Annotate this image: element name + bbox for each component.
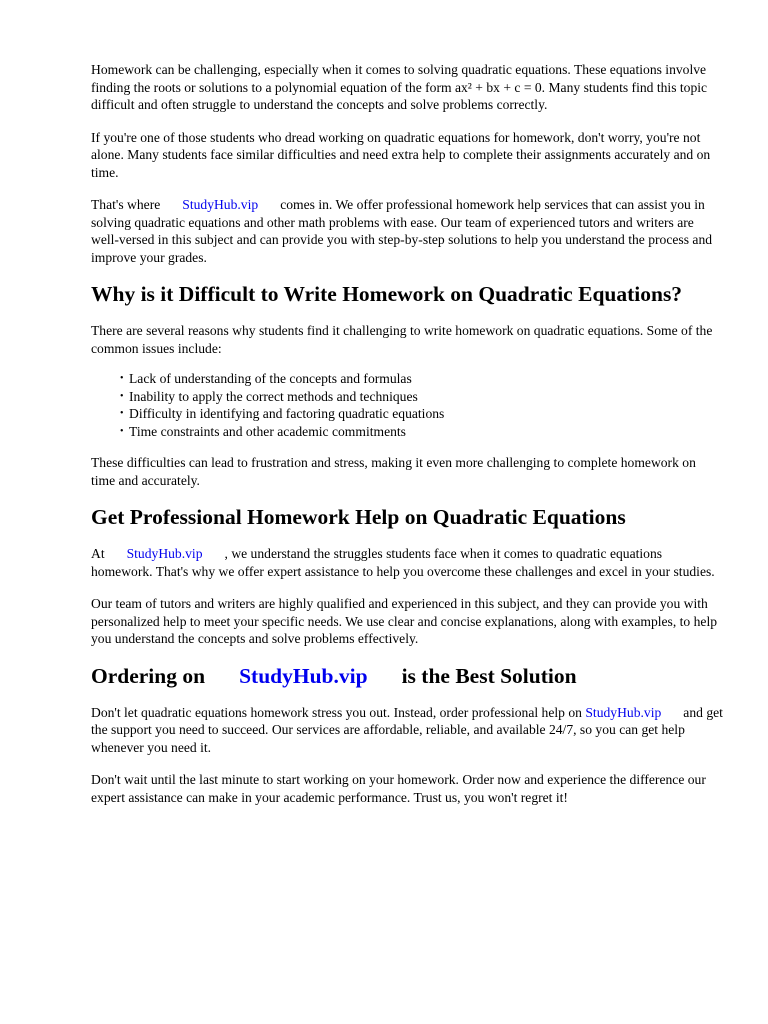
section3-heading-after: is the Best Solution — [401, 663, 577, 688]
list-item-text: Lack of understanding of the concepts and formulas — [129, 371, 412, 386]
list-item-text: Difficulty in identifying and factoring quadratic equations — [129, 406, 445, 421]
section2-paragraph-1 — [91, 545, 723, 580]
section1-closing: These difficulties can lead to frustration and stress, making it even more challenging to complete homework on time and accurately. — [91, 455, 696, 488]
section3-paragraph-1 — [91, 704, 723, 757]
document-body — [91, 61, 723, 821]
section1-heading: Why is it Difficult to Write Homework on Quadratic Equations? — [91, 282, 683, 306]
bullet-icon: • — [120, 408, 124, 419]
bullet-icon: • — [120, 390, 124, 402]
section2-p1-before: At — [91, 546, 105, 561]
list-item — [120, 370, 723, 388]
list-item — [120, 405, 723, 423]
section3-heading-before: Ordering on — [91, 663, 206, 688]
bullet-icon: • — [120, 373, 124, 384]
bullet-icon: • — [120, 425, 124, 437]
section3-heading — [91, 663, 723, 690]
section2-p1-after: , we understand the struggles students face when it comes to quadratic equations homework. That's why we offer expert assistance to help you overcome these challenges and excel in your studies. — [91, 546, 715, 579]
studyhub-link-intro[interactable]: StudyHub.vip — [182, 197, 259, 212]
list-item — [120, 388, 723, 406]
studyhub-link-heading[interactable]: StudyHub.vip — [239, 663, 368, 688]
list-item-text: Time constraints and other academic commitments — [129, 423, 406, 439]
intro-paragraph-1: Homework can be challenging, especially when it comes to solving quadratic equations. These equations involve finding the roots or solutions to a polynomial equation of the form ax² + bx + c = 0. Many students find this topic difficult and often struggle to understand the concepts and solve problems correctly. — [91, 62, 708, 112]
section3-p1-after: and get the support you need to succeed. Our services are affordable, reliable, and available 24/7, so you can get help whenever you need it. — [91, 704, 723, 755]
intro-paragraph-2: If you're one of those students who dread working on quadratic equations for homework, don't worry, you're not alone. Many students face similar difficulties and need extra help to complete their assignments accurately and on time. — [91, 129, 711, 180]
section1-lead: There are several reasons why students find it challenging to write homework on quadratic equations. Some of the common issues include: — [91, 323, 713, 356]
intro-paragraph-3 — [91, 196, 723, 266]
section2-heading: Get Professional Homework Help on Quadratic Equations — [91, 505, 626, 529]
intro-p3-before: That's where — [91, 197, 161, 212]
studyhub-link-section3[interactable]: StudyHub.vip — [585, 704, 662, 720]
section3-paragraph-2: Don't wait until the last minute to start working on your homework. Order now and experience the difference our expert assistance can make in your academic performance. Trust us, you won't regret it! — [91, 772, 706, 805]
list-item — [120, 423, 723, 441]
list-item-text: Inability to apply the correct methods and techniques — [129, 388, 418, 404]
section2-paragraph-2: Our team of tutors and writers are highly qualified and experienced in this subject, and they can provide you with personalized help to meet your specific needs. We use clear and concise explanations, along with examples, to help you understand the concepts and solve problems effectively. — [91, 596, 718, 646]
section3-p1-before: Don't let quadratic equations homework stress you out. Instead, order professional help on — [91, 704, 582, 720]
issues-list — [91, 370, 723, 440]
studyhub-link-section2[interactable]: StudyHub.vip — [126, 546, 203, 561]
intro-p3-after: comes in. We offer professional homework help services that can assist you in solving quadratic equations and other math problems with ease. Our team of experienced tutors and writers are well-versed in this subject and can provide you with step-by-step solutions to help you understand the process and improve your grades. — [91, 197, 713, 265]
